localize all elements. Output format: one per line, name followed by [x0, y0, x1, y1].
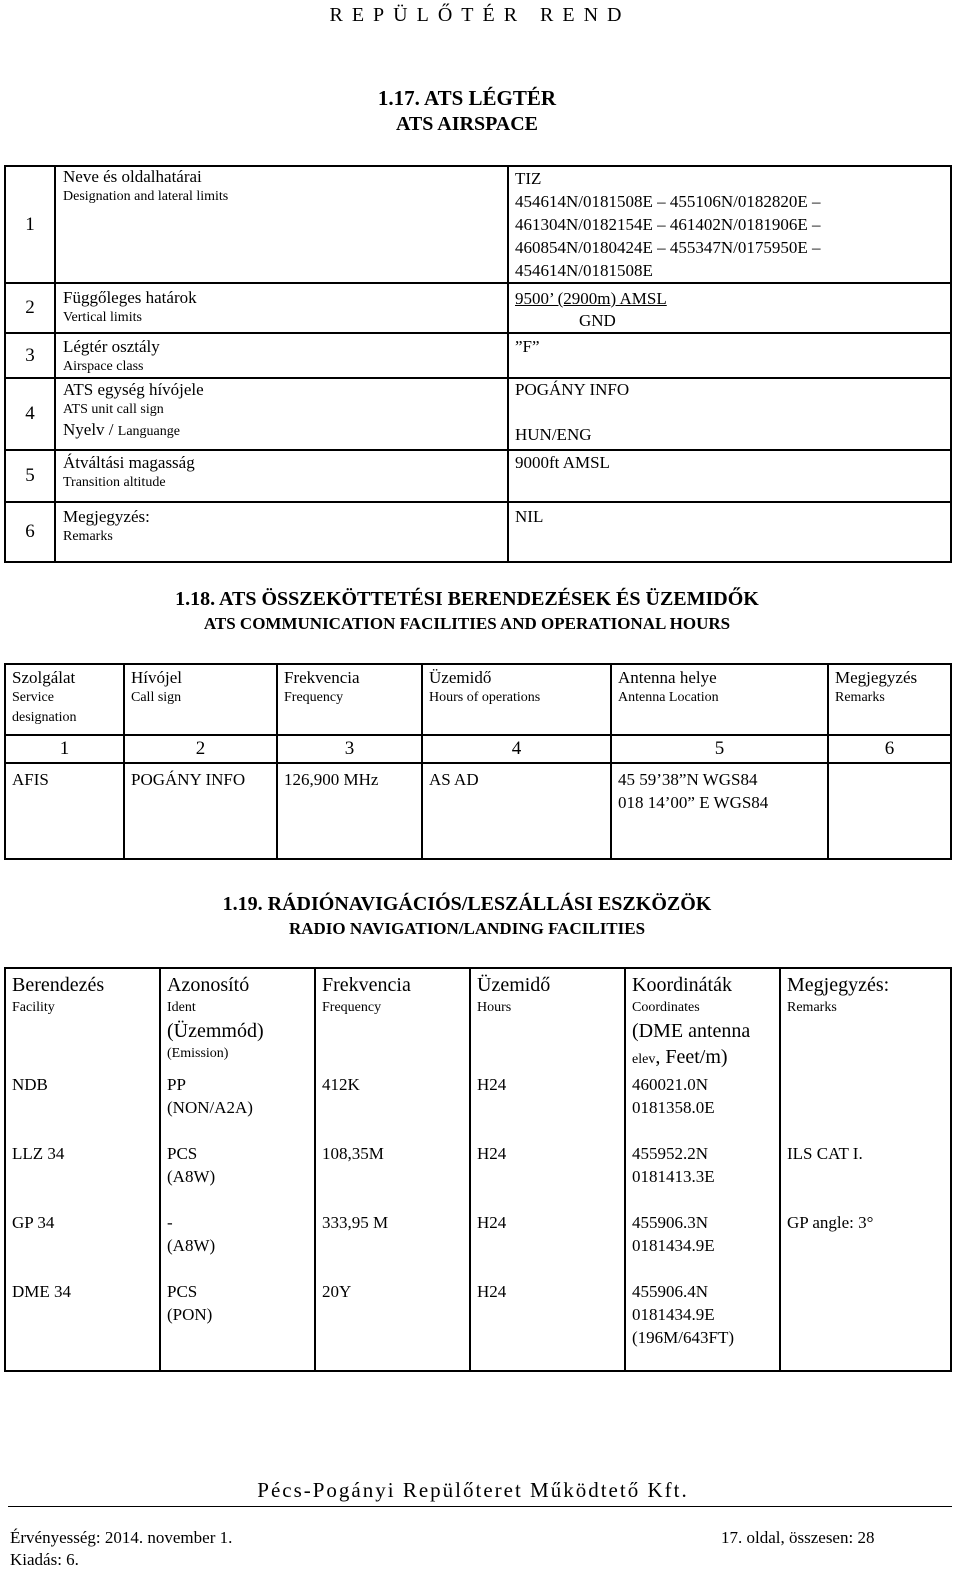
row-label — [55, 333, 508, 378]
facility-cell: GP 34 — [5, 1211, 160, 1280]
row-number: 1 — [5, 166, 55, 283]
location-line: 018 14’00” E WGS84 — [618, 793, 769, 812]
row-label — [55, 166, 508, 283]
location-line: 45 59’38”N WGS84 — [618, 770, 758, 789]
table-row — [5, 1142, 951, 1211]
callsign-cell: POGÁNY INFO — [124, 763, 277, 859]
section-117-title: 1.17. ATS LÉGTÉR — [377, 86, 557, 110]
column-header — [124, 664, 277, 735]
section-118-subtitle: ATS COMMUNICATION FACILITIES AND OPERATIONAL HOURS — [203, 614, 731, 633]
value-line: 460854N/0180424E – 455347N/0175950E – — [515, 238, 821, 257]
header-hu: Frekvencia — [284, 668, 360, 687]
column-header — [780, 968, 951, 1073]
remarks-cell: GP angle: 3° — [780, 1211, 951, 1280]
emission-line: (A8W) — [167, 1167, 216, 1186]
coord-line: 460021.0N — [632, 1075, 709, 1094]
frequency-cell: 126,900 MHz — [277, 763, 422, 859]
radio-navigation-table — [4, 967, 952, 1372]
table-row — [5, 1073, 951, 1142]
header-hu: Szolgálat — [12, 668, 76, 687]
header-en: Frequency — [284, 690, 344, 705]
hours-cell: H24 — [470, 1142, 625, 1211]
footer-company: Pécs-Pogányi Repülőteret Működtető Kft. — [257, 1478, 689, 1502]
section-119-title: 1.19. RÁDIÓNAVIGÁCIÓS/LESZÁLLÁSI ESZKÖZÖK — [222, 893, 712, 915]
header-en: elev — [632, 1052, 656, 1067]
row-value — [508, 283, 951, 333]
remarks-cell — [828, 763, 951, 859]
row-label — [55, 502, 508, 562]
column-number: 6 — [828, 735, 951, 763]
header-hu: Frekvencia — [322, 974, 411, 996]
section-118-title: 1.18. ATS ÖSSZEKÖTTETÉSI BERENDEZÉSEK ÉS ÜZEMIDŐK — [175, 588, 759, 610]
label-hu: ATS egység hívójele — [63, 380, 204, 399]
header-en: Remarks — [787, 1000, 837, 1015]
column-header — [611, 664, 828, 735]
row-value — [508, 378, 951, 450]
row-number: 6 — [5, 502, 55, 562]
value-line: GND — [579, 311, 616, 330]
coord-line: 0181413.3E — [632, 1167, 715, 1186]
row-label — [55, 283, 508, 333]
table-row — [5, 1280, 951, 1371]
row-number: 3 — [5, 333, 55, 378]
column-header — [422, 664, 611, 735]
emission-line: (PON) — [167, 1305, 213, 1324]
label-hu: Megjegyzés: — [63, 507, 150, 526]
row-value — [508, 502, 951, 562]
remarks-cell — [780, 1073, 951, 1142]
label-en: Airspace class — [63, 359, 144, 374]
header-hu: Antenna helye — [618, 668, 717, 687]
coord-line: 455952.2N — [632, 1144, 709, 1163]
header-en: Hours of operations — [429, 690, 541, 705]
label-en: Transition altitude — [63, 475, 166, 490]
footer-edition: Kiadás: 6. — [10, 1550, 79, 1569]
footer-page-number: 17. oldal, összesen: 28 — [721, 1528, 875, 1547]
column-header — [5, 968, 160, 1073]
ident-cell — [160, 1142, 315, 1211]
label-hu: Nyelv / — [63, 420, 118, 439]
header-en: Antenna Location — [618, 690, 719, 705]
row-value — [508, 333, 951, 378]
footer-divider — [8, 1506, 952, 1507]
coord-line: 455906.4N — [632, 1282, 709, 1301]
coord-line: 455906.3N — [632, 1213, 709, 1232]
value-line: 9000ft AMSL — [515, 453, 610, 472]
value-line: HUN/ENG — [515, 425, 592, 444]
facility-cell: LLZ 34 — [5, 1142, 160, 1211]
header-en: Hours — [477, 1000, 512, 1015]
label-en: ATS unit call sign — [63, 402, 164, 417]
coord-line: 0181434.9E — [632, 1305, 715, 1324]
frequency-cell: 108,35M — [315, 1142, 470, 1211]
column-number: 2 — [124, 735, 277, 763]
label-hu: Átváltási magasság — [63, 453, 195, 472]
hours-cell: H24 — [470, 1280, 625, 1371]
header-hu: (DME antenna — [632, 1020, 751, 1042]
remarks-cell: ILS CAT I. — [780, 1142, 951, 1211]
value-line: NIL — [515, 507, 544, 526]
column-number: 3 — [277, 735, 422, 763]
value-line: 454614N/0181508E — [515, 261, 653, 280]
column-number: 5 — [611, 735, 828, 763]
remarks-cell — [780, 1280, 951, 1371]
emission-line: (NON/A2A) — [167, 1098, 253, 1117]
value-line: TIZ — [515, 169, 542, 188]
table-row — [5, 283, 951, 333]
label-hu: Neve és oldalhatárai — [63, 167, 202, 186]
ats-communication-table — [4, 663, 952, 860]
header-hu: , Feet/m) — [655, 1046, 728, 1068]
table-row — [5, 1211, 951, 1280]
label-en: Languange — [117, 424, 180, 439]
label-en: Remarks — [63, 529, 113, 544]
column-header — [315, 968, 470, 1073]
column-header — [5, 664, 124, 735]
row-number: 4 — [5, 378, 55, 450]
coordinates-cell — [625, 1142, 780, 1211]
coordinates-cell — [625, 1280, 780, 1371]
coord-line: 0181434.9E — [632, 1236, 715, 1255]
column-number: 1 — [5, 735, 124, 763]
label-en: Vertical limits — [63, 310, 142, 325]
column-header — [160, 968, 315, 1073]
section-119-subtitle: RADIO NAVIGATION/LANDING FACILITIES — [288, 919, 646, 938]
value-line: 454614N/0181508E – 455106N/0182820E – — [515, 192, 821, 211]
header-hu: Üzemidő — [429, 668, 492, 687]
emission-line: (A8W) — [167, 1236, 216, 1255]
label-hu: Függőleges határok — [63, 288, 197, 307]
value-line: POGÁNY INFO — [515, 380, 630, 399]
header-row — [5, 968, 951, 1073]
header-hu: Megjegyzés — [835, 668, 918, 687]
header-row — [5, 664, 951, 735]
row-value — [508, 450, 951, 502]
coordinates-cell — [625, 1211, 780, 1280]
table-row — [5, 333, 951, 378]
ident-cell — [160, 1073, 315, 1142]
coordinates-cell — [625, 1073, 780, 1142]
header-hu: Üzemidő — [477, 974, 551, 996]
coord-line: (196M/643FT) — [632, 1328, 734, 1347]
header-en: Ident — [167, 1000, 196, 1015]
hours-cell: AS AD — [422, 763, 611, 859]
row-number: 2 — [5, 283, 55, 333]
facility-cell: DME 34 — [5, 1280, 160, 1371]
header-hu: (Üzemmód) — [167, 1020, 264, 1042]
header-hu: Azonosító — [167, 974, 250, 996]
frequency-cell: 412K — [315, 1073, 470, 1142]
header-en: (Emission) — [167, 1046, 229, 1061]
header-en: Frequency — [322, 1000, 382, 1015]
value-line: 461304N/0182154E – 461402N/0181906E – — [515, 215, 821, 234]
ident-cell — [160, 1280, 315, 1371]
frequency-cell: 20Y — [315, 1280, 470, 1371]
row-number: 5 — [5, 450, 55, 502]
column-number-row — [5, 735, 951, 763]
column-number: 4 — [422, 735, 611, 763]
header-en: Remarks — [835, 690, 885, 705]
facility-cell: NDB — [5, 1073, 160, 1142]
row-label — [55, 450, 508, 502]
value-line: 9500’ (2900m) AMSL — [515, 289, 667, 308]
column-header — [470, 968, 625, 1073]
ident-line: PCS — [167, 1144, 198, 1163]
header-hu: Hívójel — [131, 668, 182, 687]
hours-cell: H24 — [470, 1211, 625, 1280]
table-row — [5, 378, 951, 450]
antenna-location-cell — [611, 763, 828, 859]
column-header — [277, 664, 422, 735]
column-header — [625, 968, 780, 1073]
header-hu: Megjegyzés: — [787, 974, 890, 996]
table-row — [5, 166, 951, 283]
ats-airspace-table — [4, 165, 952, 563]
service-cell: AFIS — [5, 763, 124, 859]
header-hu: Koordináták — [632, 974, 732, 996]
header-en: Facility — [12, 1000, 55, 1015]
table-row — [5, 502, 951, 562]
ident-line: PP — [167, 1075, 186, 1094]
table-row — [5, 450, 951, 502]
section-117-subtitle: ATS AIRSPACE — [395, 113, 539, 135]
row-value — [508, 166, 951, 283]
table-row — [5, 763, 951, 859]
header-en: Service designation — [12, 690, 77, 725]
hours-cell: H24 — [470, 1073, 625, 1142]
document-header: REPÜLŐTÉR REND — [329, 4, 631, 26]
header-en: Call sign — [131, 690, 182, 705]
frequency-cell: 333,95 M — [315, 1211, 470, 1280]
row-label — [55, 378, 508, 450]
label-en: Designation and lateral limits — [63, 189, 229, 204]
column-header — [828, 664, 951, 735]
header-en: Coordinates — [632, 1000, 700, 1015]
coord-line: 0181358.0E — [632, 1098, 715, 1117]
value-line: ”F” — [515, 337, 540, 356]
ident-line: PCS — [167, 1282, 198, 1301]
header-hu: Berendezés — [12, 974, 105, 996]
ident-line: - — [167, 1213, 173, 1232]
footer-validity: Érvényesség: 2014. november 1. — [10, 1528, 233, 1547]
ident-cell — [160, 1211, 315, 1280]
label-hu: Légtér osztály — [63, 337, 160, 356]
